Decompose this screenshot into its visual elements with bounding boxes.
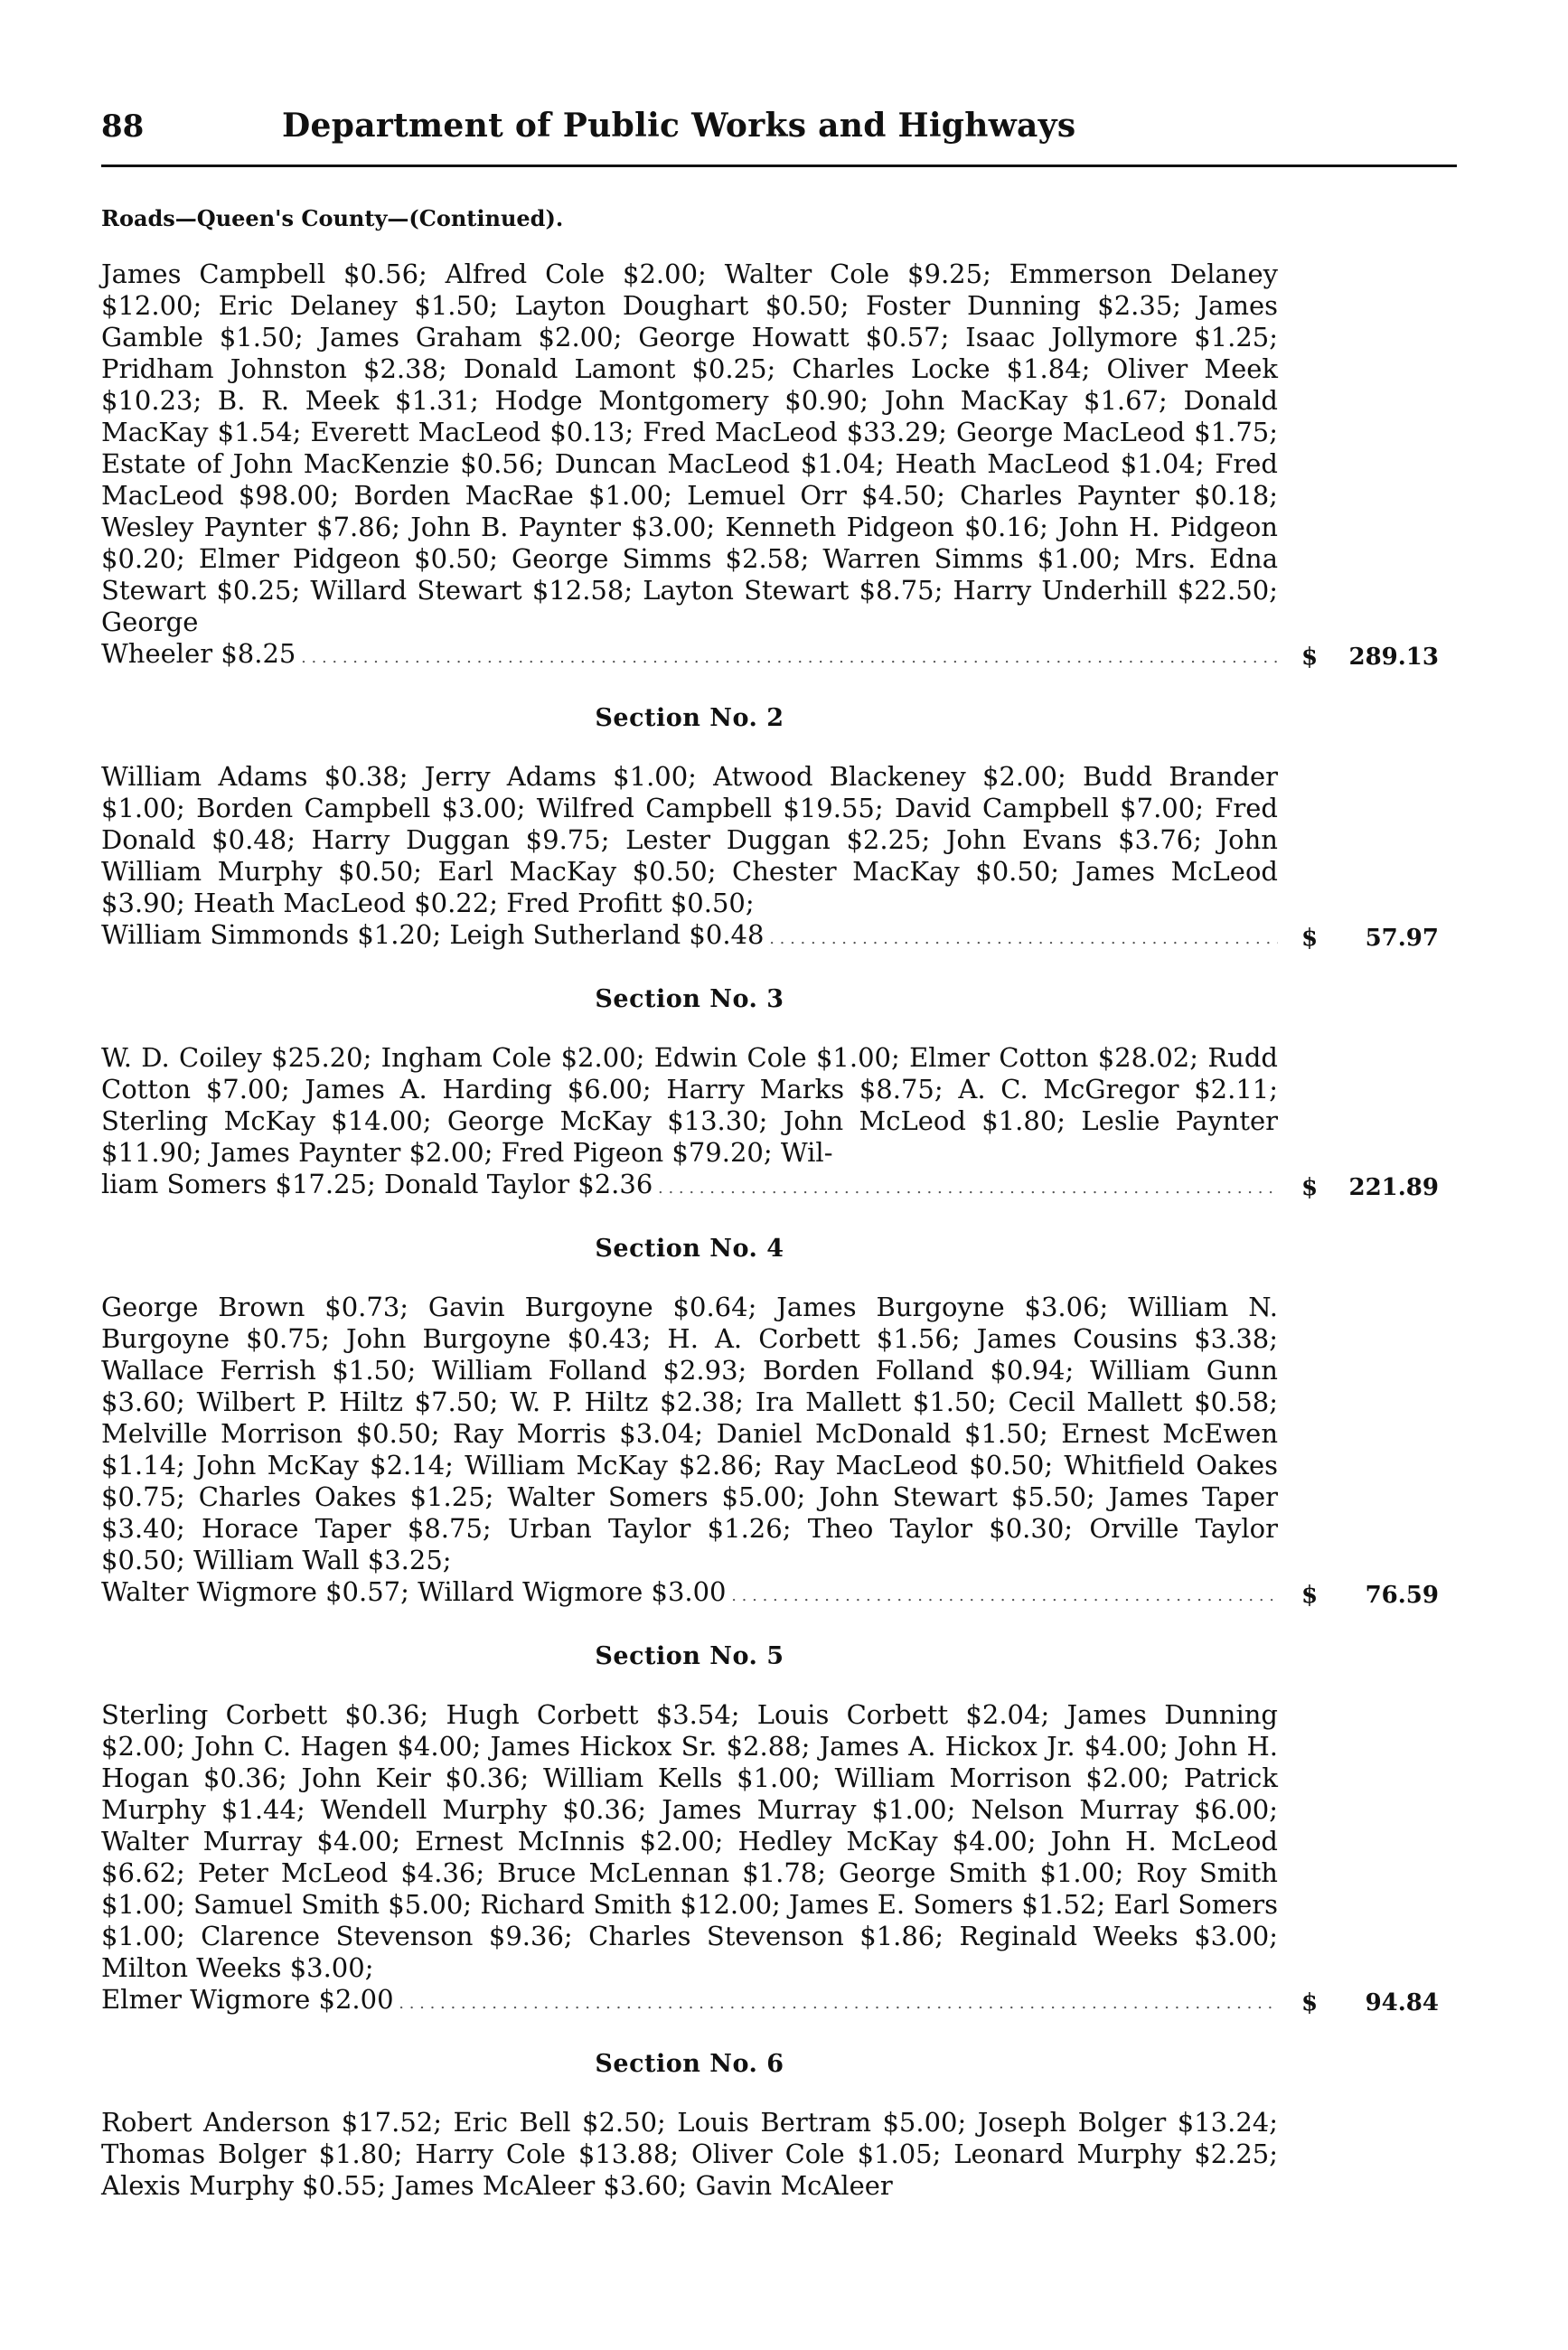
- section-heading: Section No. 4: [595, 1235, 784, 1263]
- currency-sign: $: [1301, 1989, 1319, 2016]
- entry-body-continued: Robert Anderson $17.52; Eric Bell $2.50; Louis Bertram $5.00; Joseph Bolger $13.24; Thomas Bolger $1.80; Harry Cole $13.88; Oliver Cole $1.05; Leonard Murphy $2.25; Alexis Murphy $0.55; James McAleer $3.60; Gavin McAleer: [101, 2107, 1278, 2201]
- running-head: Roads—Queen's County—(Continued).: [101, 205, 564, 231]
- section-heading: Section No. 3: [595, 985, 784, 1013]
- entry-total: 76.59: [1365, 1582, 1439, 1609]
- entry-total: 94.84: [1365, 1989, 1439, 2016]
- entry-last-line: Walter Wigmore $0.57; Willard Wigmore $3.00 . . .: [101, 1576, 1278, 1612]
- entry-text: [101, 761, 1278, 954]
- ledger-entry: [101, 761, 1457, 954]
- entry-last-line: liam Somers $17.25; Donald Taylor $2.36 . . .: [101, 1169, 1278, 1204]
- currency-sign: $: [1301, 644, 1319, 671]
- ledger-entry: [101, 1699, 1457, 2019]
- entry-text: [101, 1699, 1278, 2019]
- entry-total: 289.13: [1348, 644, 1439, 671]
- entry-body: William Adams $0.38; Jerry Adams $1.00; Atwood Blackeney $2.00; Budd Brander $1.00; Borden Campbell $3.00; Wilfred Campbell $19.55; David Campbell $7.00; Fred Donald $0.48; Harry Duggan $9.75; Lester Duggan $2.25; John Evans $3.76; John William Murphy $0.50; Earl MacKay $0.50; Chester MacKay $0.50; James McLeod $3.90; Heath MacLeod $0.22; Fred Profitt $0.50;: [101, 761, 1278, 918]
- entry-last-line: William Simmonds $1.20; Leigh Sutherland $0.48 . . .: [101, 919, 1278, 954]
- entry-body: James Campbell $0.56; Alfred Cole $2.00; Walter Cole $9.25; Emmerson Delaney $12.00; Eric Delaney $1.50; Layton Doughart $0.50; Foster Dunning $2.35; James Gamble $1.50; James Graham $2.00; George Howatt $0.57; Isaac Jollymore $1.25; Pridham Johnston $2.38; Donald Lamont $0.25; Charles Locke $1.84; Oliver Meek $10.23; B. R. Meek $1.31; Hodge Montgomery $0.90; John MacKay $1.67; Donald MacKay $1.54; Everett MacLeod $0.13; Fred MacLeod $33.29; George MacLeod $1.75; Estate of John MacKenzie $0.56; Duncan MacLeod $1.04; Heath MacLeod $1.04; Fred MacLeod $98.00; Borden MacRae $1.00; Lemuel Orr $4.50; Charles Paynter $0.18; Wesley Paynter $7.86; John B. Paynter $3.00; Kenneth Pidgeon $0.16; John H. Pidgeon $0.20; Elmer Pidgeon $0.50; George Simms $2.58; Warren Simms $1.00; Mrs. Edna Stewart $0.25; Willard Stewart $12.58; Layton Stewart $8.75; Harry Underhill $22.50; George: [101, 258, 1278, 637]
- ledger-entry: [101, 258, 1457, 673]
- ledger-entry: [101, 1292, 1457, 1612]
- section-heading: Section No. 6: [595, 2050, 784, 2078]
- entry-last-line: Wheeler $8.25 . . .: [101, 638, 1278, 673]
- entry-body: W. D. Coiley $25.20; Ingham Cole $2.00; Edwin Cole $1.00; Elmer Cotton $28.02; Rudd Cotton $7.00; James A. Harding $6.00; Harry Marks $8.75; A. C. McGregor $2.11; Sterling McKay $14.00; George McKay $13.30; John McLeod $1.80; Leslie Paynter $11.90; James Paynter $2.00; Fred Pigeon $79.20; Wil-: [101, 1042, 1278, 1168]
- section-heading: Section No. 5: [595, 1642, 784, 1670]
- entry-text: [101, 258, 1278, 673]
- entry-text: [101, 1042, 1278, 1204]
- currency-sign: $: [1301, 925, 1319, 952]
- entry-total: 57.97: [1365, 925, 1439, 952]
- document-page: [101, 107, 1457, 2202]
- entry-body: Sterling Corbett $0.36; Hugh Corbett $3.54; Louis Corbett $2.04; James Dunning $2.00; John C. Hagen $4.00; James Hickox Sr. $2.88; James A. Hickox Jr. $4.00; John H. Hogan $0.36; John Keir $0.36; William Kells $1.00; William Morrison $2.00; Patrick Murphy $1.44; Wendell Murphy $0.36; James Murray $1.00; Nelson Murray $6.00; Walter Murray $4.00; Ernest McInnis $2.00; Hedley McKay $4.00; John H. McLeod $6.62; Peter McLeod $4.36; Bruce McLennan $1.78; George Smith $1.00; Roy Smith $1.00; Samuel Smith $5.00; Richard Smith $12.00; James E. Somers $1.52; Earl Somers $1.00; Clarence Stevenson $9.36; Charles Stevenson $1.86; Reginald Weeks $3.00; Milton Weeks $3.00;: [101, 1699, 1278, 1983]
- page-header: [101, 107, 1457, 167]
- page-number: 88: [101, 108, 145, 145]
- entry-body: George Brown $0.73; Gavin Burgoyne $0.64; James Burgoyne $3.06; William N. Burgoyne $0.75; John Burgoyne $0.43; H. A. Corbett $1.56; James Cousins $3.38; Wallace Ferrish $1.50; William Folland $2.93; Borden Folland $0.94; William Gunn $3.60; Wilbert P. Hiltz $7.50; W. P. Hiltz $2.38; Ira Mallett $1.50; Cecil Mallett $0.58; Melville Morrison $0.50; Ray Morris $3.04; Daniel McDonald $1.50; Ernest McEwen $1.14; John McKay $2.14; William McKay $2.86; Ray MacLeod $0.50; Whitfield Oakes $0.75; Charles Oakes $1.25; Walter Somers $5.00; John Stewart $5.50; James Taper $3.40; Horace Taper $8.75; Urban Taylor $1.26; Theo Taylor $0.30; Orville Taylor $0.50; William Wall $3.25;: [101, 1292, 1278, 1575]
- currency-sign: $: [1301, 1174, 1319, 1201]
- section-heading: Section No. 2: [595, 704, 784, 732]
- page-title: Department of Public Works and Highways: [282, 107, 1076, 145]
- currency-sign: $: [1301, 1582, 1319, 1609]
- entry-text: [101, 1292, 1278, 1612]
- ledger-entry: [101, 1042, 1457, 1204]
- entry-total: 221.89: [1348, 1174, 1439, 1201]
- entry-last-line: Elmer Wigmore $2.00 . . .: [101, 1984, 1278, 2019]
